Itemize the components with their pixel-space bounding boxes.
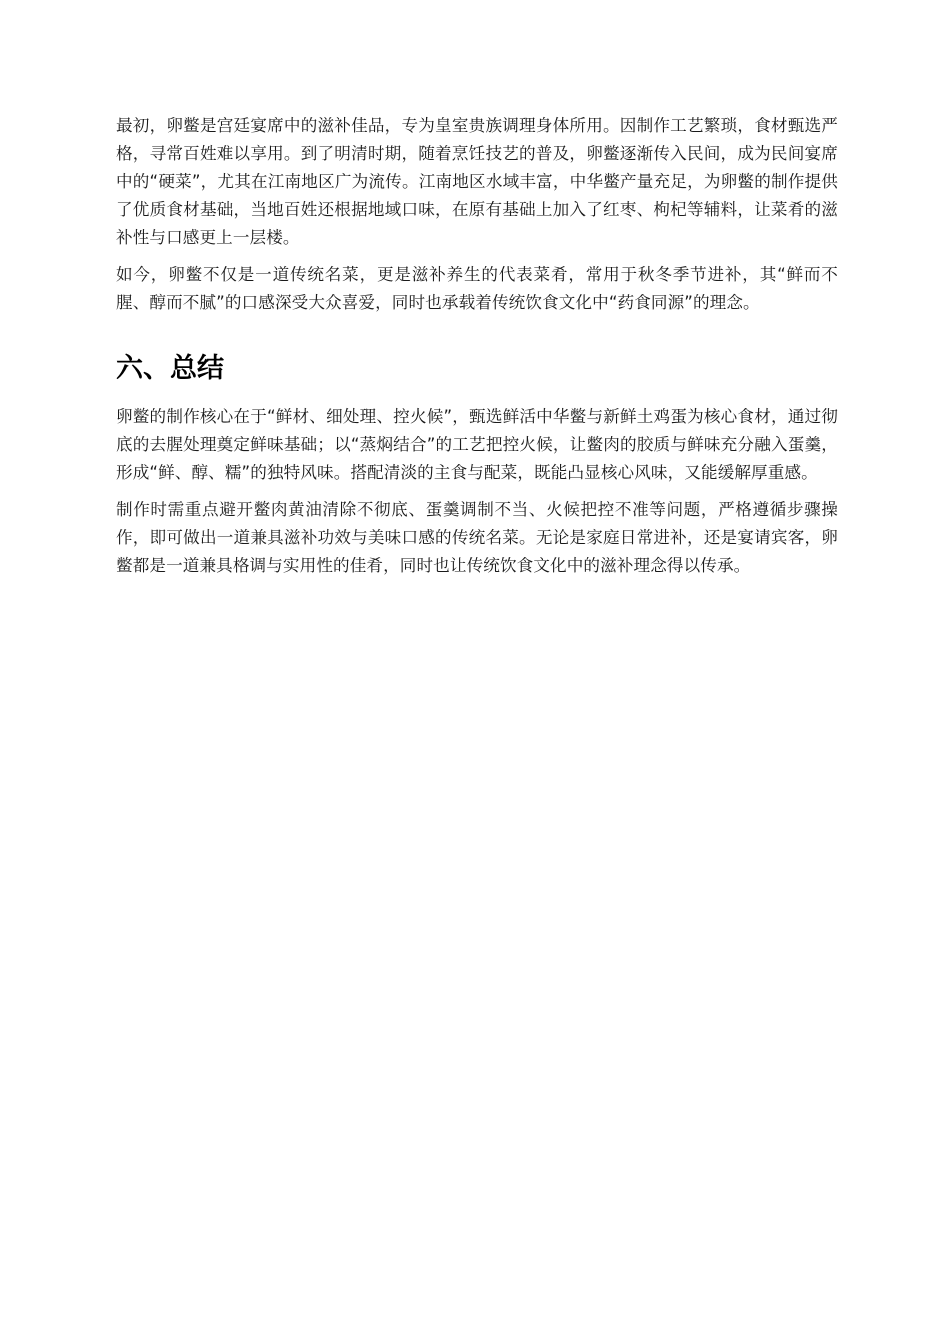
history-paragraph: 最初，卵鳖是宫廷宴席中的滋补佳品，专为皇室贵族调理身体所用。因制作工艺繁琐，食材甄选严格，寻常百姓难以享用。到了明清时期，随着烹饪技艺的普及，卵鳖逐渐传入民间，成为民间宴席中的“硬菜”，尤其在江南地区广为流传。江南地区水域丰富，中华鳖产量充足，为卵鳖的制作提供了优质食材基础，当地百姓还根据地域口味，在原有基础上加入了红枣、枸杞等辅料，让菜肴的滋补性与口感更上一层楼。 [116,116,838,247]
modern-paragraph: 如今，卵鳖不仅是一道传统名菜，更是滋补养生的代表菜肴，常用于秋冬季节进补，其“鲜而不腥、醇而不腻”的口感深受大众喜爱，同时也承载着传统饮食文化中“药食同源”的理念。 [116,265,838,312]
summary-paragraph-tips: 制作时需重点避开鳖肉黄油清除不彻底、蛋羹调制不当、火候把控不准等问题，严格遵循步骤操作，即可做出一道兼具滋补功效与美味口感的传统名菜。无论是家庭日常进补，还是宴请宾客，卵鳖都是一道兼具格调与实用性的佳肴，同时也让传统饮食文化中的滋补理念得以传承。 [116,500,838,575]
document-page [116,112,838,589]
section-heading-summary: 六、总结 [116,353,224,384]
summary-paragraph-core: 卵鳖的制作核心在于“鲜材、细处理、控火候”，甄选鲜活中华鳖与新鲜土鸡蛋为核心食材，通过彻底的去腥处理奠定鲜味基础；以“蒸焖结合”的工艺把控火候，让鳖肉的胶质与鲜味充分融入蛋羹，形成“鲜、醇、糯”的独特风味。搭配清淡的主食与配菜，既能凸显核心风味，又能缓解厚重感。 [116,407,838,482]
